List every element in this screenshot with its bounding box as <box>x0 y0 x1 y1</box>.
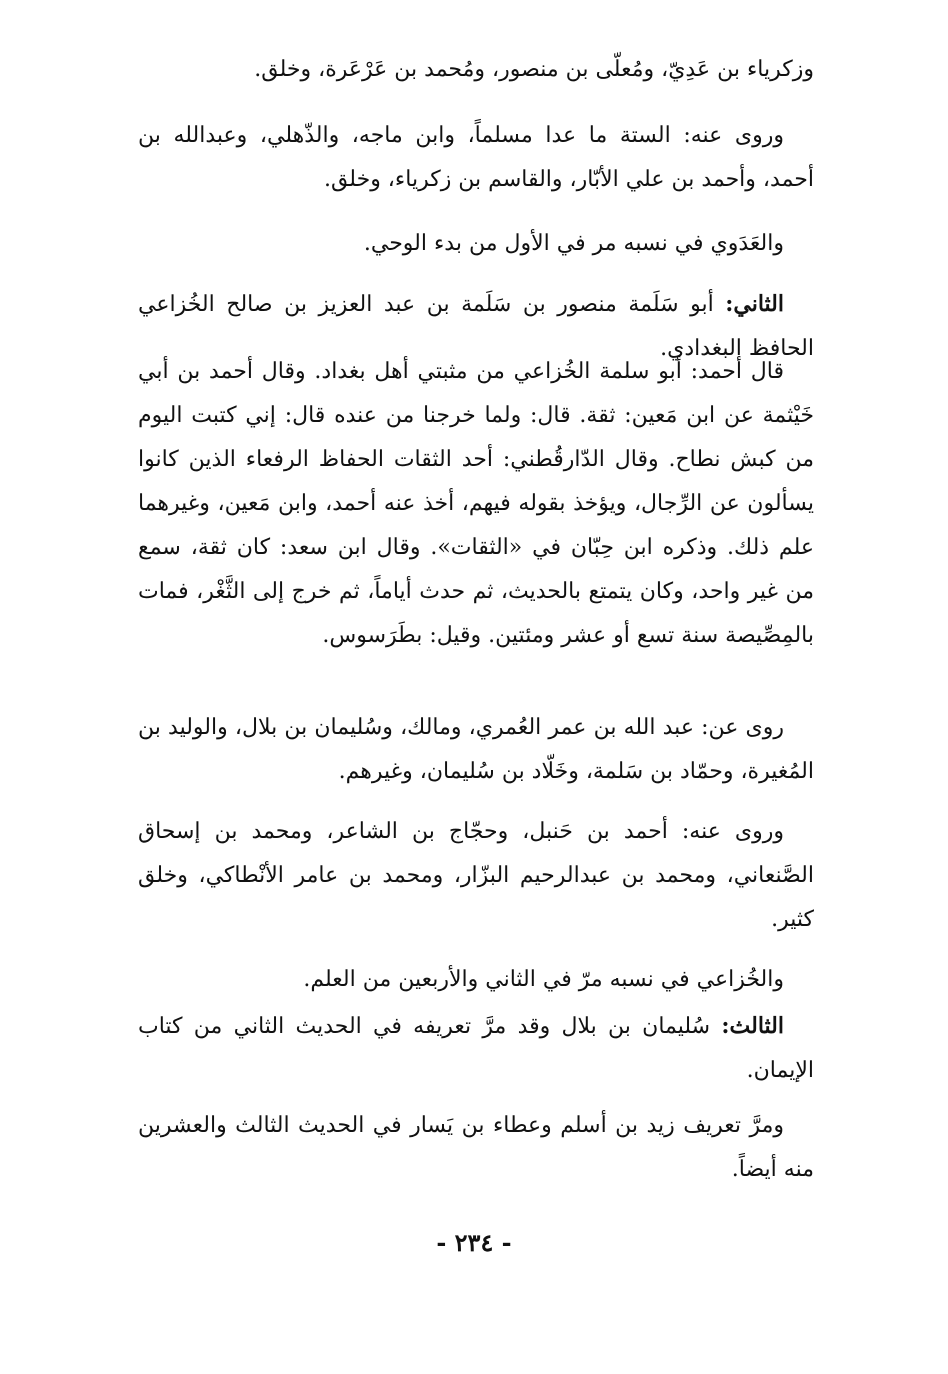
section-label-second: الثاني: <box>725 291 784 317</box>
paragraph-text: والعَدَوي في نسبه مر في الأول من بدء الوحي. <box>363 231 784 256</box>
page-number: - ٢٣٤ - <box>436 1228 512 1257</box>
paragraph-narrators-continued <box>138 48 814 92</box>
paragraph-third-narrator <box>138 1004 814 1093</box>
paragraph-text: وروى عنه: أحمد بن حَنبل، وحجّاج بن الشاعر، ومحمد بن إسحاق الصَّنعاني، ومحمد بن عبدالرحيم البزّار، ومحمد بن عامر الأنْطاكي، وخلق كثير. <box>138 819 814 932</box>
paragraph-text: روى عن: عبد الله بن عمر العُمري، ومالك، وسُليمان بن بلال، والوليد بن المُغيرة، وحمّاد بن سَلمة، وخَلّاد بن سُليمان، وغيرهم. <box>138 715 814 784</box>
paragraph-adawi-lineage <box>138 222 814 266</box>
paragraph-text: قال أحمد: أبو سلمة الخُزاعي من مثبتي أهل بغداد. وقال أحمد بن أبي خَيْثمة عن ابن مَعين: ثقة. قال: ولما خرجنا من عنده قال: إني كتبت اليوم من كبش نطاح. وقال الدّارقُطني: أحد الثقات الحفاظ الرفعاء الذين كانوا يسألون عن الرِّجال، ويؤخذ بقوله فيهم، أخذ عنه أحمد، وابن مَعين، وغيرهما علم ذلك. وذكره ابن حِبّان في «الثقات». وقال ابن سعد: كان ثقة، سمع من غير واحد، وكان يتمتع بالحديث، ثم حدث أياماً، ثم خرج إلى الثَّغْر، فمات بالمِصِّيصة سنة تسع أو عشر ومئتين. وقيل: بطَرَسوس. <box>138 359 814 648</box>
paragraph-text: وزكرياء بن عَدِيّ، ومُعلّى بن منصور، ومُحمد بن عَرْعَرة، وخلق. <box>254 57 814 82</box>
paragraph-khuzai-lineage <box>138 958 814 1002</box>
paragraph-text: وروى عنه: الستة ما عدا مسلماً، وابن ماجه، والذّهلي، وعبدالله بن أحمد، وأحمد بن علي الأبّار، والقاسم بن زكرياء، وخلق. <box>138 123 814 192</box>
paragraph-biography <box>138 350 814 658</box>
paragraph-text: أبو سَلَمة منصور بن سَلَمة بن عبد العزيز بن صالح الخُزاعي الحافظ البغدادي. <box>138 292 814 361</box>
paragraph-narrated-from-him <box>138 114 814 202</box>
paragraph-narrated-from <box>138 706 814 794</box>
paragraph-text: ومرَّ تعريف زيد بن أسلم وعطاء بن يَسار في الحديث الثالث والعشرين منه أيضاً. <box>138 1113 814 1182</box>
section-label-third: الثالث: <box>721 1013 784 1039</box>
paragraph-text: سُليمان بن بلال وقد مرَّ تعريفه في الحديث الثاني من كتاب الإيمان. <box>138 1014 814 1083</box>
paragraph-text: والخُزاعي في نسبه مرّ في الثاني والأربعين من العلم. <box>303 967 784 992</box>
paragraph-narrators-from-him <box>138 810 814 942</box>
paragraph-definitions-note <box>138 1104 814 1192</box>
